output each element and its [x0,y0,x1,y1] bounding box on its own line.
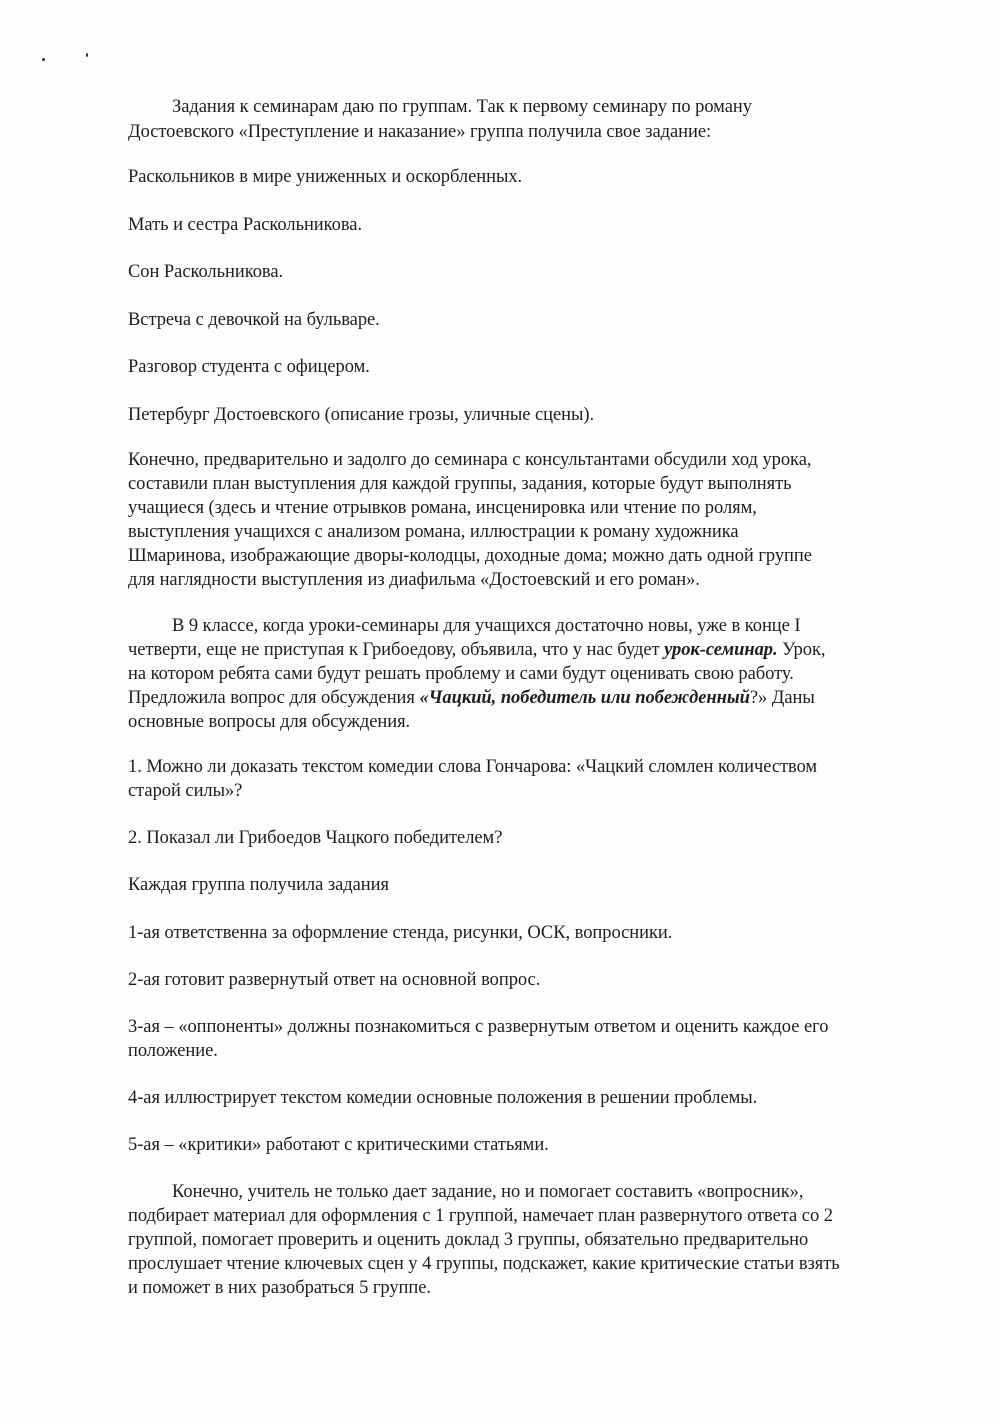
topic-line: Раскольников в мире униженных и оскорбленных. [128,167,523,187]
grade9-line-4-text: Предложила вопрос для обсуждения [128,688,420,708]
grade9-line-4-tail: ?» Даны [749,688,815,708]
group-4-line: 4-ая иллюстрирует текстом комедии основные положения в решении проблемы. [128,1088,758,1108]
preparation-line: выступления учащихся с анализом романа, иллюстрации к роману художника [128,522,739,542]
conclusion-line: группой, помогает проверить и оценить доклад 3 группы, обязательно предварительно [128,1230,809,1250]
question-1-line: 1. Можно ли доказать текстом комедии слова Гончарова: «Чацкий сломлен количеством [128,757,818,777]
preparation-line: Конечно, предварительно и задолго до семинара с консультантами обсудили ход урока, [128,450,812,470]
preparation-line: Шмаринова, изображающие дворы-колодцы, доходные дома; можно дать одной группе [128,546,812,566]
conclusion-line: Конечно, учитель не только дает задание, но и помогает составить «вопросник», [172,1182,804,1202]
topic-line: Петербург Достоевского (описание грозы, уличные сцены). [128,405,595,425]
grade9-line-2-text: четверти, еще не приступая к Грибоедову, объявила, что у нас будет [128,640,665,660]
scan-speck [86,53,88,57]
conclusion-line: и поможет в них разобраться 5 группе. [128,1278,431,1298]
topic-line: Мать и сестра Раскольникова. [128,215,363,235]
question-2-line: 2. Показал ли Грибоедов Чацкого победителем? [128,828,503,848]
topic-line: Разговор студента с офицером. [128,357,370,377]
topic-line: Сон Раскольникова. [128,262,284,282]
group-5-line: 5-ая – «критики» работают с критическими статьями. [128,1135,549,1155]
lesson-seminar-emphasis: урок-семинар. [664,640,778,660]
group-1-line: 1-ая ответственна за оформление стенда, рисунки, ОСК, вопросники. [128,923,673,943]
grade9-line-2 [128,639,825,661]
question-1-line: старой силы»? [128,781,243,801]
intro-line-2: Достоевского «Преступление и наказание» группа получила свое задание: [128,122,712,142]
group-3-line: положение. [128,1041,218,1061]
preparation-line: для наглядности выступления из диафильма «Достоевский и его роман». [128,570,700,590]
conclusion-line: прослушает чтение ключевых сцен у 4 группы, подскажет, какие критические статьи взять [128,1254,840,1274]
discussion-question-emphasis: «Чацкий, победитель или побежденный [419,688,750,708]
intro-line-1: Задания к семинарам даю по группам. Так к первому семинару по роману [172,97,752,117]
grade9-line-3: на котором ребята сами будут решать проблему и сами будут оценивать свою работу. [128,664,794,684]
groups-intro-line: Каждая группа получила задания [128,875,389,895]
conclusion-line: подбирает материал для оформления с 1 группой, намечает план развернутого ответа со 2 [128,1206,833,1226]
grade9-line-5: основные вопросы для обсуждения. [128,712,411,732]
group-3-line: 3-ая – «оппоненты» должны познакомиться с развернутым ответом и оценить каждое его [128,1017,829,1037]
grade9-line-2-tail: Урок, [777,640,826,660]
topic-line: Встреча с девочкой на бульваре. [128,310,380,330]
preparation-line: составили план выступления для каждой группы, задания, которые будут выполнять [128,474,792,494]
grade9-line-4 [128,687,815,709]
grade9-line-1: В 9 классе, когда уроки-семинары для учащихся достаточно новы, уже в конце I [172,616,801,636]
preparation-line: учащиеся (здесь и чтение отрывков романа, инсценировка или чтение по ролям, [128,498,757,518]
scan-speck [42,58,45,61]
group-2-line: 2-ая готовит развернутый ответ на основной вопрос. [128,970,541,990]
